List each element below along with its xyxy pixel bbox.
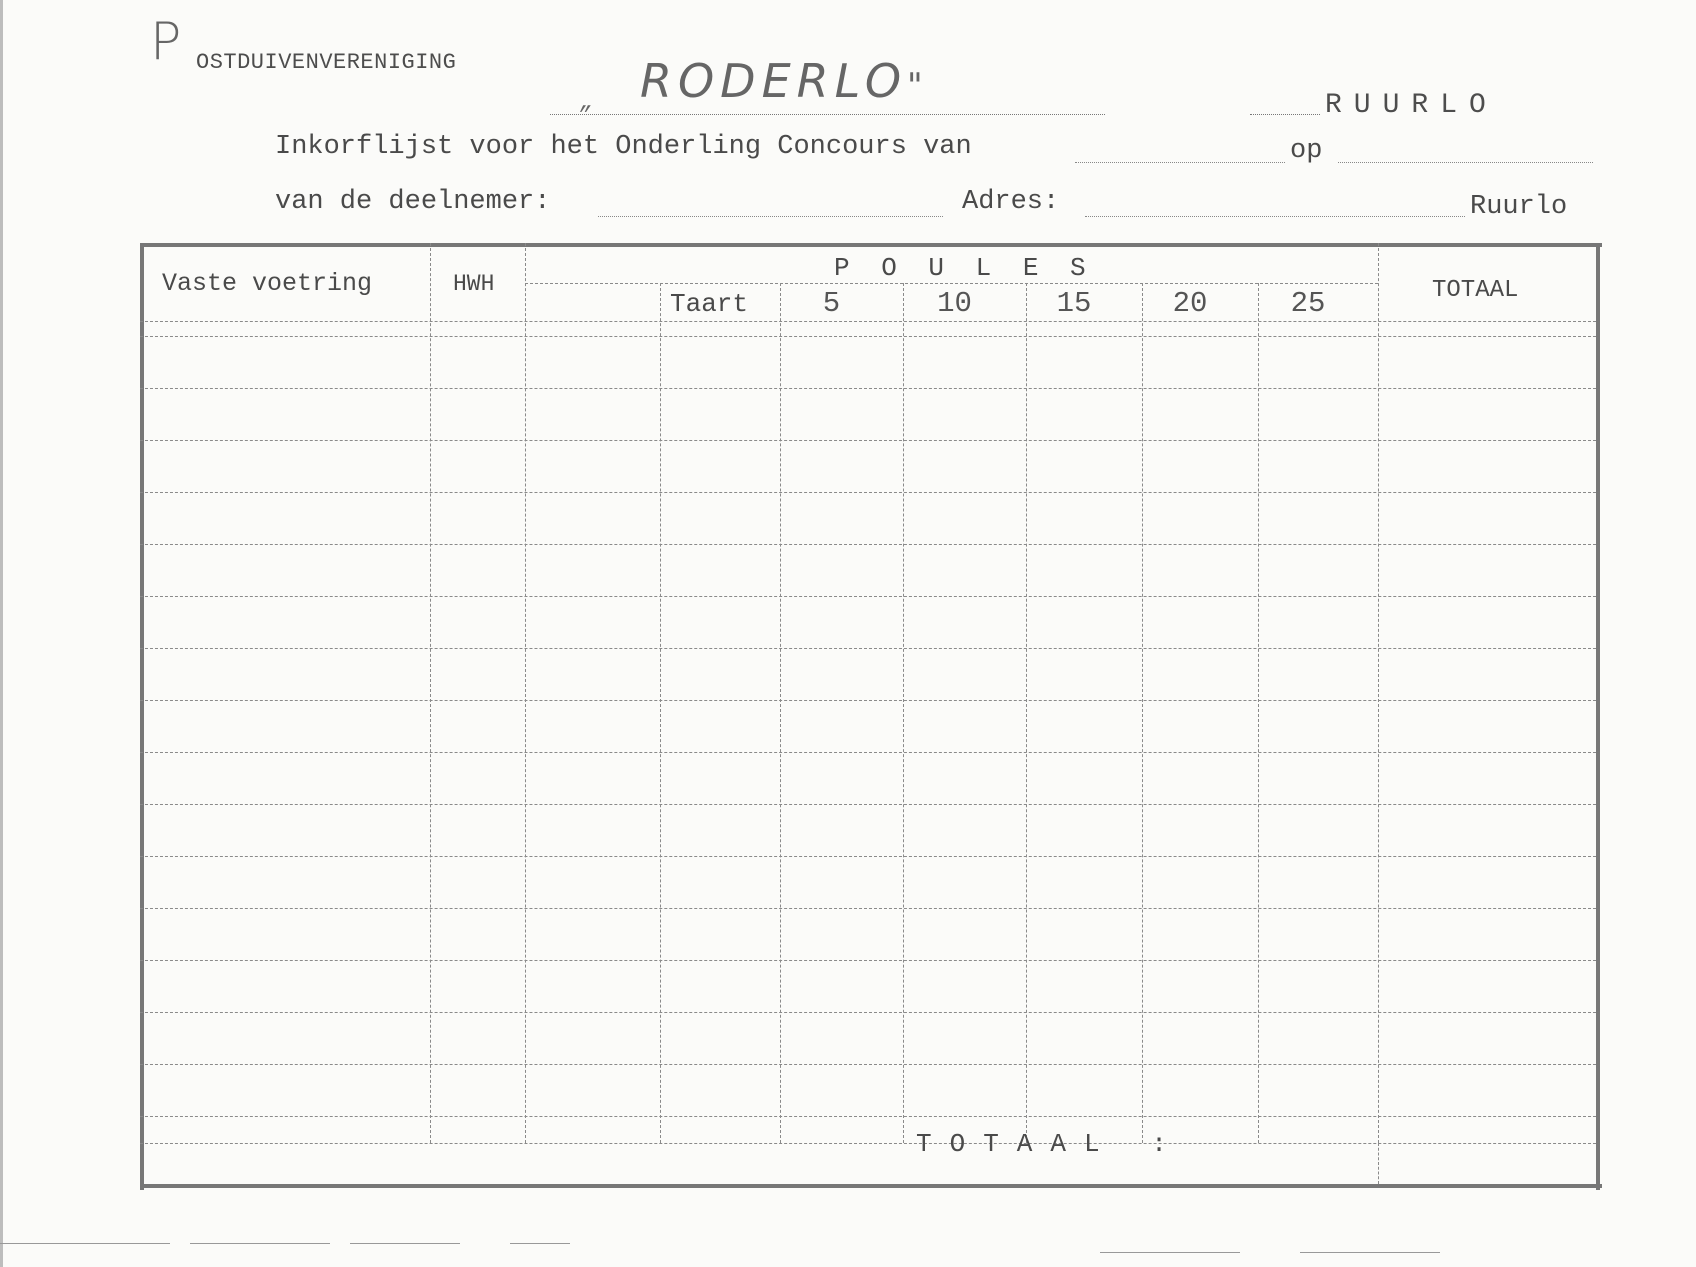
table-row-line xyxy=(140,440,1596,441)
poule-value-5: 5 xyxy=(822,287,841,320)
poule-value-20: 20 xyxy=(1172,287,1208,320)
table-row-line xyxy=(140,336,1596,337)
date-label: op xyxy=(1290,136,1323,166)
club-underline xyxy=(550,114,1105,115)
address-field[interactable] xyxy=(1085,216,1465,217)
club-city: RUURLO xyxy=(1325,90,1498,121)
header-total: TOTAAL xyxy=(1432,277,1519,304)
bottom-line xyxy=(0,1243,170,1244)
club-name-text: RODERLO xyxy=(640,54,908,108)
concours-name-field[interactable] xyxy=(1075,162,1285,163)
org-name: OSTDUIVENVERENIGING xyxy=(196,50,457,75)
table-row-line xyxy=(140,388,1596,389)
table-row-line xyxy=(140,544,1596,545)
footer-total-divider xyxy=(1378,1143,1379,1184)
column-divider xyxy=(1026,283,1027,1143)
bottom-line xyxy=(510,1243,570,1244)
org-initial: P xyxy=(150,12,182,72)
participant-label: van de deelnemer: xyxy=(275,187,551,217)
column-divider xyxy=(780,283,781,1143)
page-edge xyxy=(0,0,3,1267)
concours-date-field[interactable] xyxy=(1338,162,1593,163)
header-hwh: HWH xyxy=(453,271,495,297)
table-row-line xyxy=(140,856,1596,857)
column-divider xyxy=(1142,283,1143,1143)
table-row-line xyxy=(140,960,1596,961)
header-taart: Taart xyxy=(670,289,749,319)
poule-value-10: 10 xyxy=(937,287,972,320)
table-row-line xyxy=(140,1116,1596,1117)
participant-field[interactable] xyxy=(598,216,943,217)
table-row-line xyxy=(140,752,1596,753)
table-row-line xyxy=(140,804,1596,805)
footer-total: TOTAAL : xyxy=(916,1129,1185,1159)
table-row-line xyxy=(140,648,1596,649)
city-leader-line xyxy=(1250,114,1320,115)
bottom-line xyxy=(1100,1252,1240,1253)
poules-split-line xyxy=(525,283,1378,284)
address-label: Adres: xyxy=(962,187,1060,217)
column-divider xyxy=(1378,243,1379,1143)
header-poules: P O U L E S xyxy=(834,253,1094,283)
club-name xyxy=(640,54,925,108)
footer-top-line xyxy=(140,1143,1596,1144)
concours-label: Inkorflijst voor het Onderling Concours van xyxy=(275,132,972,162)
column-divider xyxy=(1258,283,1259,1143)
bottom-line xyxy=(190,1243,330,1244)
table-row-line xyxy=(140,492,1596,493)
poule-value-25: 25 xyxy=(1290,287,1326,320)
table-row-line xyxy=(140,1012,1596,1013)
poule-value-15: 15 xyxy=(1056,287,1092,320)
table-row-line xyxy=(140,1064,1596,1065)
table-row-line xyxy=(140,596,1596,597)
table-bottom-border xyxy=(140,1184,1602,1188)
club-open-quote: „ xyxy=(580,90,594,115)
table-left-border xyxy=(140,243,144,1190)
column-divider xyxy=(525,243,526,1143)
column-divider xyxy=(660,283,661,1143)
bottom-line xyxy=(1300,1252,1440,1253)
header-ring: Vaste voetring xyxy=(162,269,373,298)
address-place: Ruurlo xyxy=(1470,192,1568,222)
table-row-line xyxy=(140,908,1596,909)
entry-table xyxy=(140,243,1596,1184)
table-row-line xyxy=(140,700,1596,701)
table-right-border xyxy=(1596,243,1600,1190)
column-divider xyxy=(903,283,904,1143)
column-divider xyxy=(430,243,431,1143)
bottom-line xyxy=(350,1243,460,1244)
club-close-quote: " xyxy=(907,66,925,106)
table-top-border xyxy=(140,243,1602,247)
